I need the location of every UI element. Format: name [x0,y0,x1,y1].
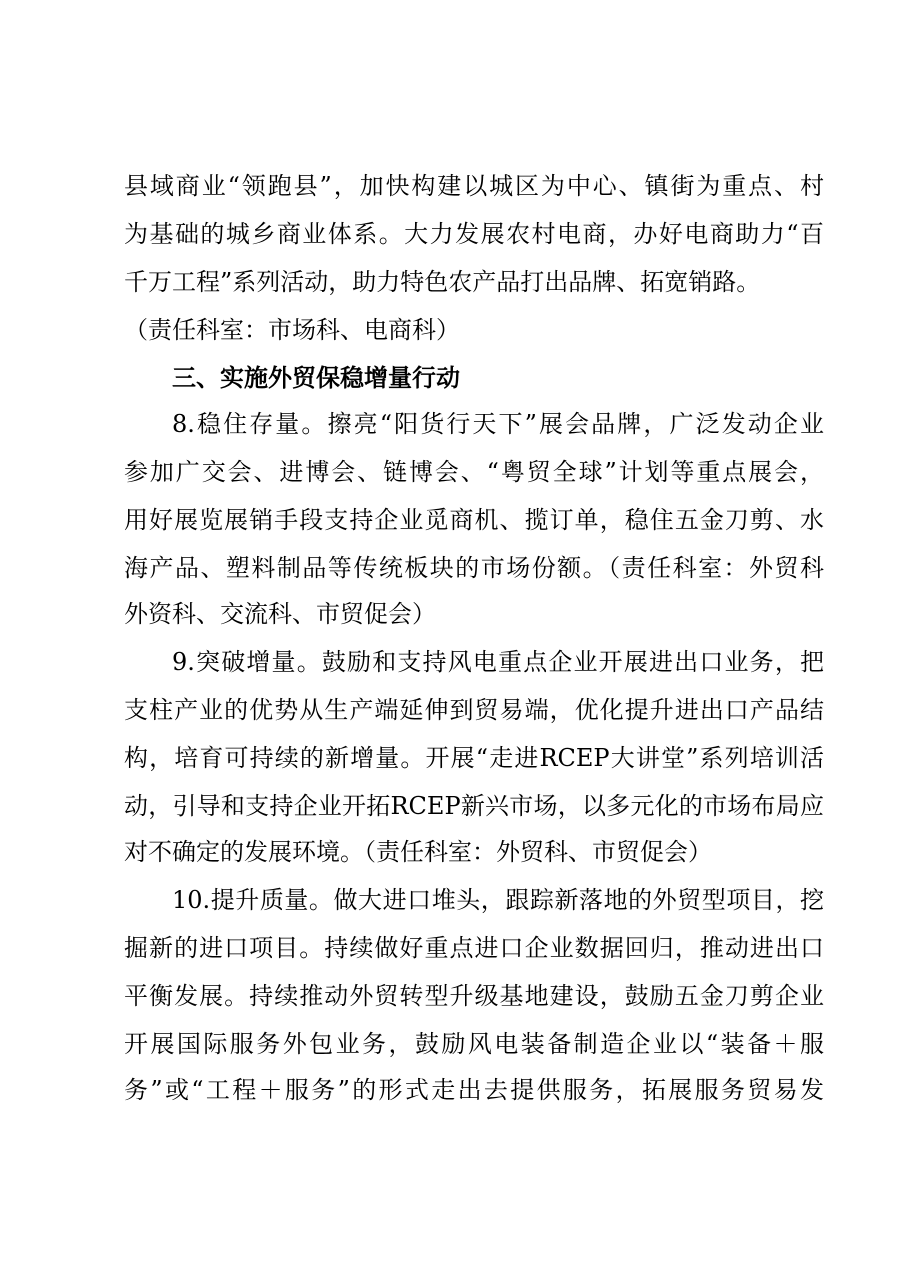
paragraph-line: 为基础的城乡商业体系。大力发展农村电商，办好电商助力“百 [124,220,824,248]
item-9-line: 动，引导和支持企业开拓RCEP新兴市场，以多元化的市场布局应 [124,792,824,820]
item-10-line: 掘新的进口项目。持续做好重点进口企业数据回归，推动进出口 [124,934,824,962]
item-8-line: 8.稳住存量。擦亮“阳货行天下”展会品牌，广泛发动企业 [172,410,824,438]
item-8-line: 海产品、塑料制品等传统板块的市场份额。（责任科室：外贸科 [124,554,824,582]
item-10-line: 开展国际服务外包业务，鼓励风电装备制造企业以“装备＋服 [124,1030,824,1058]
item-8-line: 用好展览展销手段支持企业觅商机、揽订单，稳住五金刀剪、水 [124,506,824,534]
item-9-line: 支柱产业的优势从生产端延伸到贸易端，优化提升进出口产品结 [124,696,824,724]
item-8-line: 外资科、交流科、市贸促会） [124,600,436,628]
item-10-line: 平衡发展。持续推动外贸转型升级基地建设，鼓励五金刀剪企业 [124,982,824,1010]
item-9-line: 构，培育可持续的新增量。开展“走进RCEP大讲堂”系列培训活 [124,744,824,772]
item-9-line: 对不确定的发展环境。（责任科室：外贸科、市贸促会） [124,838,712,866]
item-10-line: 务”或“工程＋服务”的形式走出去提供服务，拓展服务贸易发 [124,1076,824,1104]
responsibility-note: （责任科室：市场科、电商科） [124,316,460,344]
item-9-line: 9.突破增量。鼓励和支持风电重点企业开展进出口业务，把 [172,648,824,676]
section-heading: 三、实施外贸保稳增量行动 [172,364,460,392]
item-8-line: 参加广交会、进博会、链博会、“粤贸全球”计划等重点展会， [124,458,824,486]
paragraph-line: 县域商业“领跑县”，加快构建以城区为中心、镇街为重点、村 [124,172,824,200]
paragraph-line: 千万工程”系列活动，助力特色农产品打出品牌、拓宽销路。 [124,268,761,296]
item-10-line: 10.提升质量。做大进口堆头，跟踪新落地的外贸型项目，挖 [172,886,824,914]
